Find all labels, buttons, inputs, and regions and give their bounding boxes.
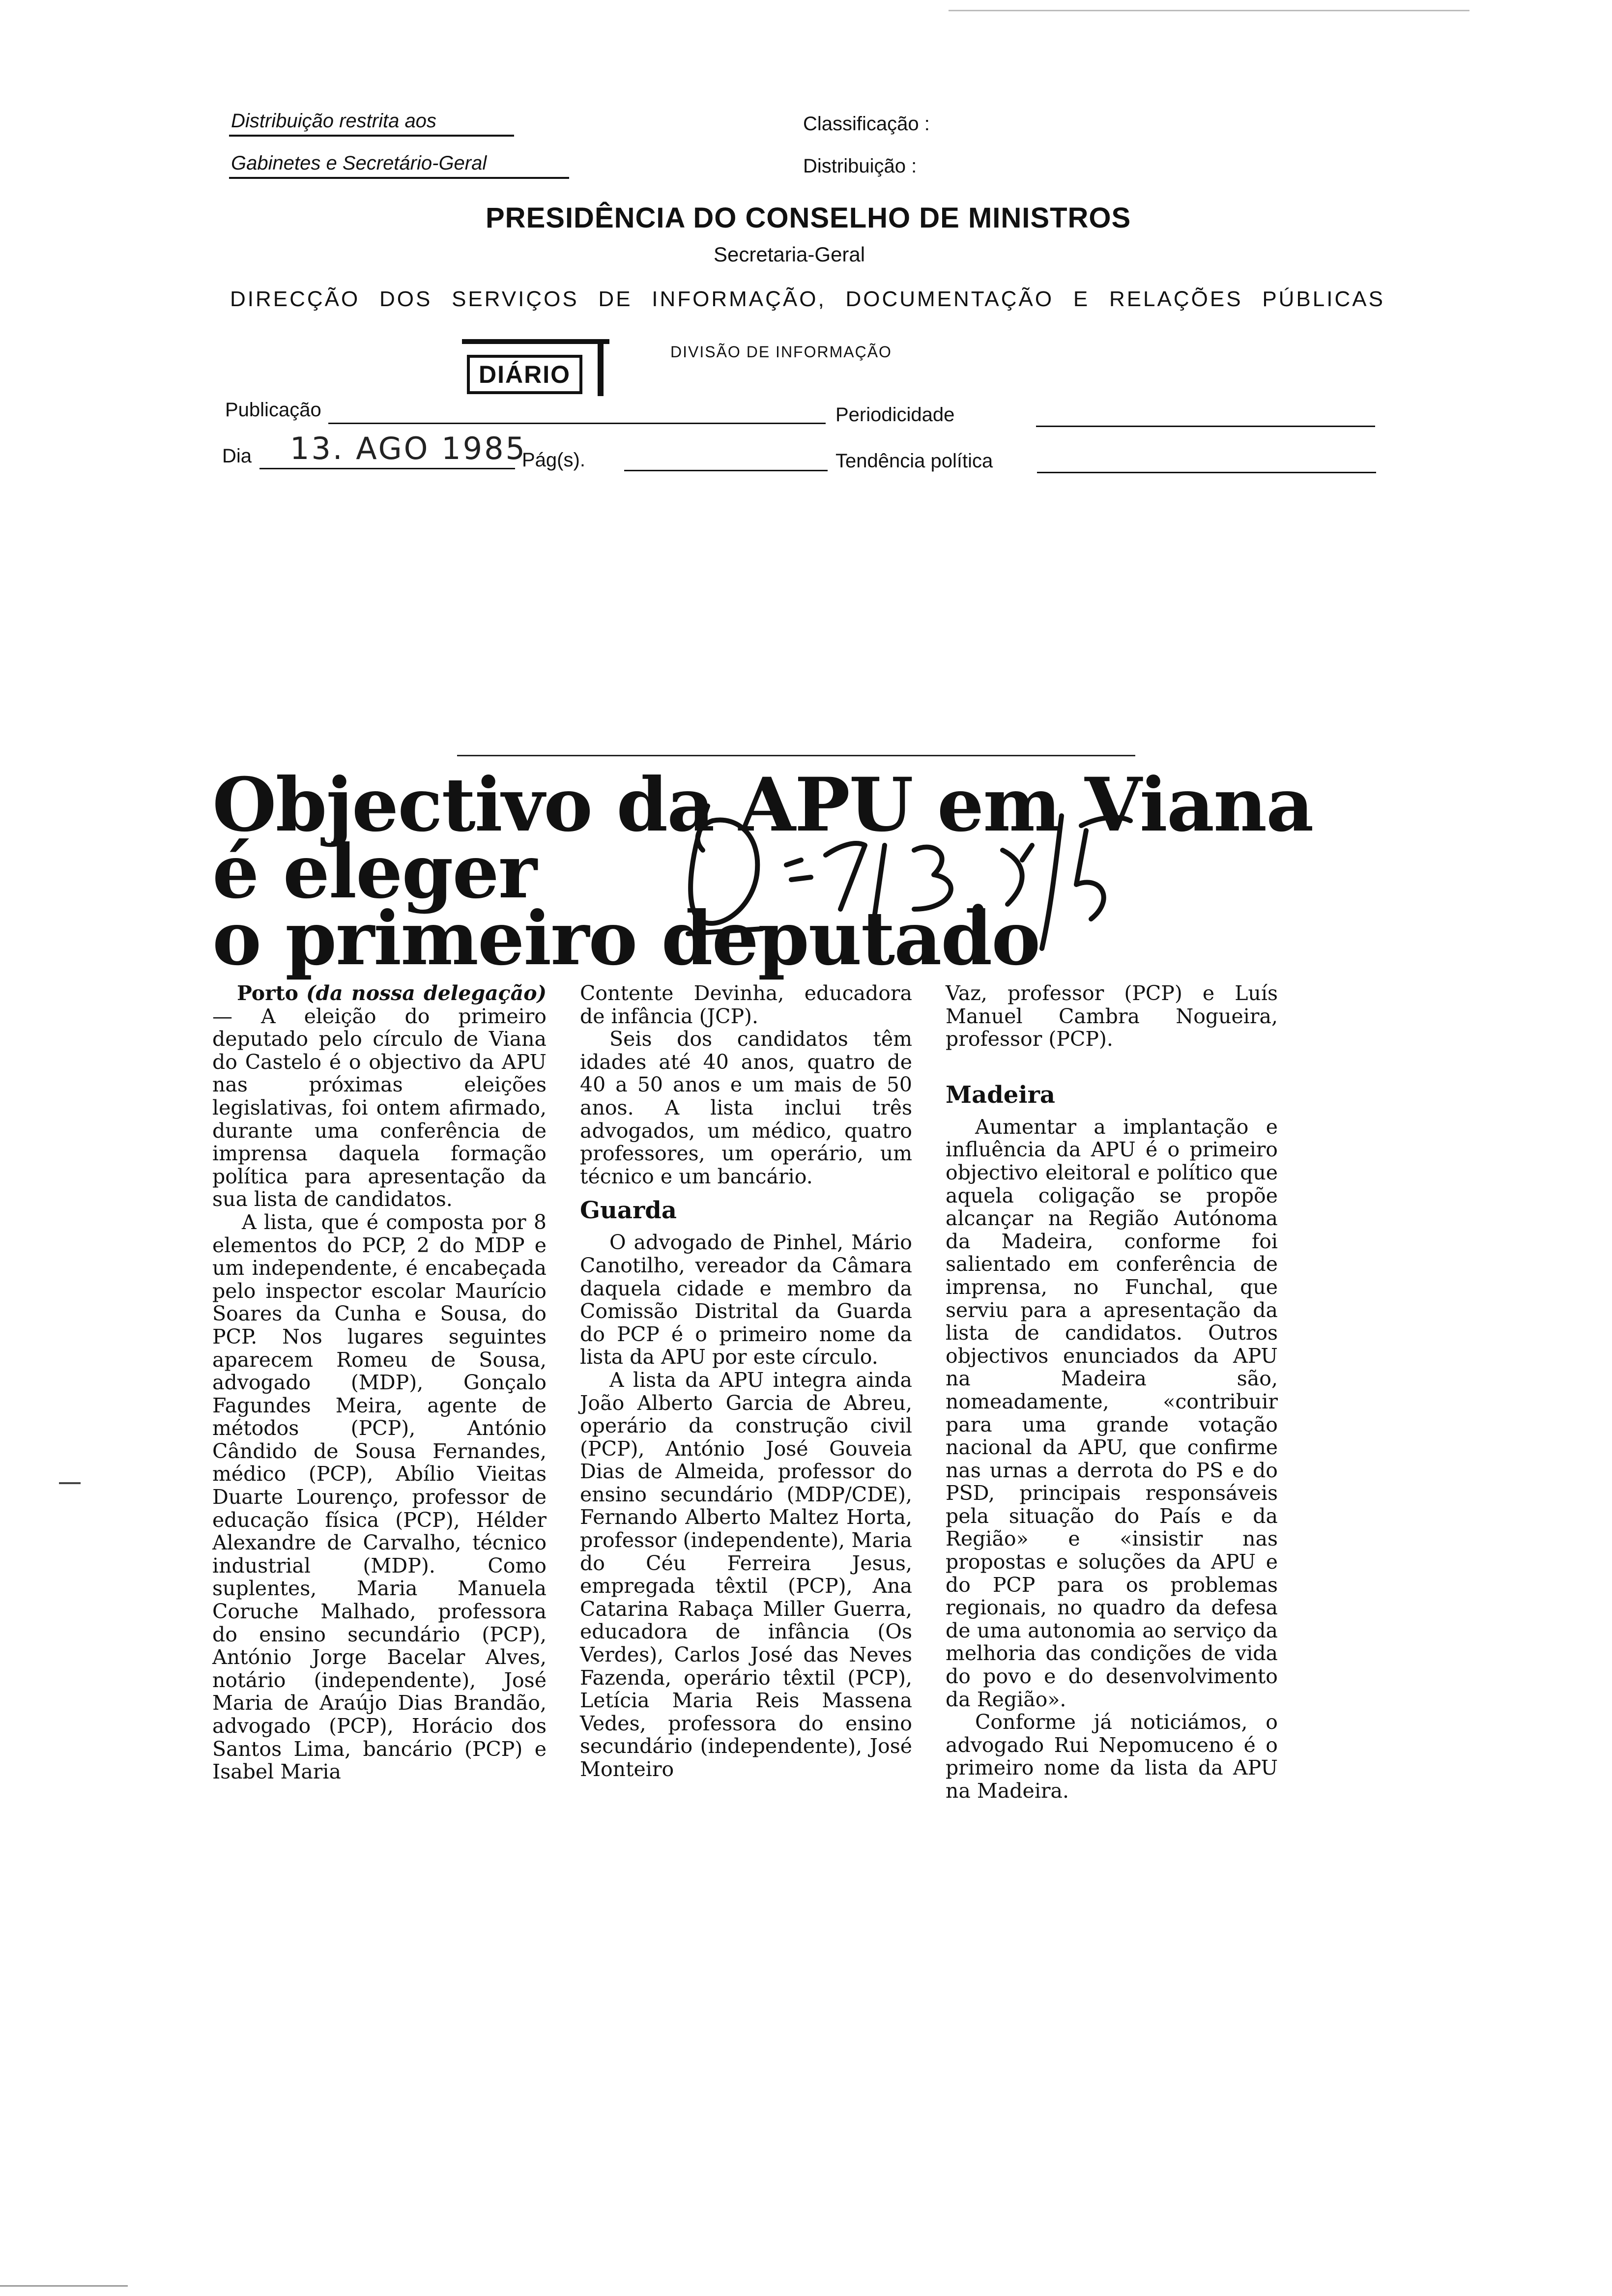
column2-paragraph-4: A lista da APU integra ainda João Alberto Garcia de Abreu, operário da construção civil (PCP), António José Gouveia Dias de Almeida, professor do ensino secundário (MDP/CDE), Fernando Alberto Maltez Horta, professor (independente), Maria do Céu Ferreira Jesus, empregada têxtil (PCP), Ana Catarina Rabaça Miller Guerra, educadora de infância (Os Verdes), Carlos José das Neves Fazenda, operário têxtil (PCP), Letícia Maria Reis Massena Vedes, professora do ensino secundário (independente), José Monteiro — [580, 1368, 912, 1781]
direccao-word: SERVIÇOS — [452, 287, 579, 311]
dateline-place: Porto — [237, 981, 298, 1005]
dateline-source: (da nossa delegação) — [306, 981, 547, 1005]
article-column-2 — [580, 982, 912, 1781]
direccao-word: E — [1073, 287, 1090, 311]
distribuicao-label: Distribuição : — [803, 155, 917, 177]
divisao-informacao: DIVISÃO DE INFORMAÇÃO — [670, 343, 892, 361]
dia-label: Dia — [222, 445, 252, 467]
article-top-rule — [457, 755, 1135, 756]
column1-paragraph-1: — A eleição do primeiro deputado pelo círculo de Viana do Castelo é o objectivo da APU nas próximas eleições legislativas, foi ontem afirmado, durante uma conferência de imprensa daquela formação política para apresentação da sua lista de candidatos. — [212, 1004, 547, 1211]
classificacao-label: Classificação : — [803, 113, 930, 135]
article-column-3 — [946, 982, 1278, 1803]
scan-mark-left — [59, 1482, 81, 1484]
article-column-1 — [212, 982, 547, 1783]
publicacao-field — [328, 423, 826, 424]
column3-paragraph-3: Conforme já noticiámos, o advogado Rui Nepomuceno é o primeiro nome da lista da APU na Madeira. — [946, 1710, 1278, 1803]
scan-edge-line — [949, 10, 1469, 11]
periodicidade-label: Periodicidade — [835, 404, 955, 426]
column1-paragraph — [212, 982, 547, 1211]
direccao-word: DOS — [379, 287, 432, 311]
direccao-word: RELAÇÕES — [1109, 287, 1243, 311]
underline-2 — [229, 177, 569, 179]
direccao-word: PÚBLICAS — [1262, 287, 1385, 311]
direccao-word: DOCUMENTAÇÃO — [845, 287, 1054, 311]
stamp-bar-side — [598, 339, 604, 396]
direccao-word: DIRECÇÃO — [230, 287, 360, 311]
scan-mark-bottom — [0, 2285, 128, 2287]
column3-paragraph-2: Aumentar a implantação e influência da APU é o primeiro objectivo eleitoral e político que aquela coligação se propõe alcançar na Região Autónoma da Madeira, conforme foi salientado em conferência de imprensa, no Funchal, que serviu para a apresentação da lista de candidatos. Outros objectivos enunciados da APU na Madeira são, nomeadamente, «contribuir para uma grande votação nacional da APU, que confirme nas urnas a derrota do PS e do PSD, principais responsáveis pela situação do País e da Região» e «insistir nas propostas e soluções da APU e do PCP para os problemas regionais, no quadro da defesa de uma autonomia ao serviço da melhoria das condições de vida do povo e do desenvolvimento da Região». — [946, 1115, 1278, 1711]
section-heading-madeira: Madeira — [946, 1081, 1055, 1109]
column3-paragraph-1: Vaz, professor (PCP) e Luís Manuel Cambra Nogueira, professor (PCP). — [946, 981, 1278, 1051]
secretaria-geral: Secretaria-Geral — [714, 243, 865, 266]
dia-value: 13. AGO 1985 — [290, 430, 527, 466]
column2-paragraph-2: Seis dos candidatos têm idades até 40 anos, quatro de 40 a 50 anos e um mais de 50 anos. A lista inclui três advogados, um médico, quatro professores, um operário, um técnico e um bancário. — [580, 1027, 912, 1188]
periodicidade-field — [1036, 426, 1375, 427]
headline-line1: Objectivo da APU em Viana — [212, 762, 1313, 848]
handwritten-date-annotation — [678, 786, 1140, 973]
diario-stamp: DIÁRIO — [467, 355, 582, 394]
dia-field — [259, 468, 515, 469]
underline-1 — [229, 135, 514, 137]
tendencia-field — [1037, 472, 1376, 473]
distribution-restricted-line1: Distribuição restrita aos — [231, 110, 436, 132]
publicacao-label: Publicação — [225, 399, 321, 421]
distribution-restricted-line2: Gabinetes e Secretário-Geral — [231, 152, 487, 174]
direccao-servicos-line — [230, 287, 1385, 312]
column1-paragraph-2: A lista, que é composta por 8 elementos do PCP, 2 do MDP e um independente, é encabeçada pelo inspector escolar Maurício Soares da Cunha e Sousa, do PCP. Nos lugares seguintes aparecem Romeu de Sousa, advogado (MDP), Gonçalo Fagundes Meira, agente de métodos (PCP), António Cândido de Sousa Fernandes, médico (PCP), Abílio Vieitas Duarte Lourenço, professor de educação física (PCP), Hélder Alexandre de Carvalho, técnico industrial (MDP). Como suplentes, Maria Manuela Coruche Malhado, professora do ensino secundário (PCP), António Jorge Bacelar Alves, notário (independente), José Maria de Araújo Dias Brandão, advogado (PCP), Horácio dos Santos Lima, bancário (PCP) e Isabel Maria — [212, 1210, 547, 1784]
direccao-word: DE — [598, 287, 633, 311]
column2-paragraph-3: O advogado de Pinhel, Mário Canotilho, vereador da Câmara daquela cidade e membro da Comissão Distrital da Guarda do PCP é o primeiro nome da lista da APU por este círculo. — [580, 1231, 912, 1369]
presidencia-title: PRESIDÊNCIA DO CONSELHO DE MINISTROS — [486, 202, 1131, 234]
pags-field — [624, 470, 828, 471]
pags-label: Pág(s). — [522, 449, 585, 471]
tendencia-label: Tendência política — [835, 450, 993, 472]
column2-paragraph-1: Contente Devinha, educadora de infância (JCP). — [580, 981, 912, 1028]
stamp-bar-top — [462, 339, 609, 344]
section-heading-guarda: Guarda — [580, 1197, 677, 1225]
headline-line2: é eleger — [212, 829, 536, 915]
direccao-word: INFORMAÇÃO, — [652, 287, 826, 311]
headline-line3: o primeiro deputado — [212, 895, 1040, 982]
